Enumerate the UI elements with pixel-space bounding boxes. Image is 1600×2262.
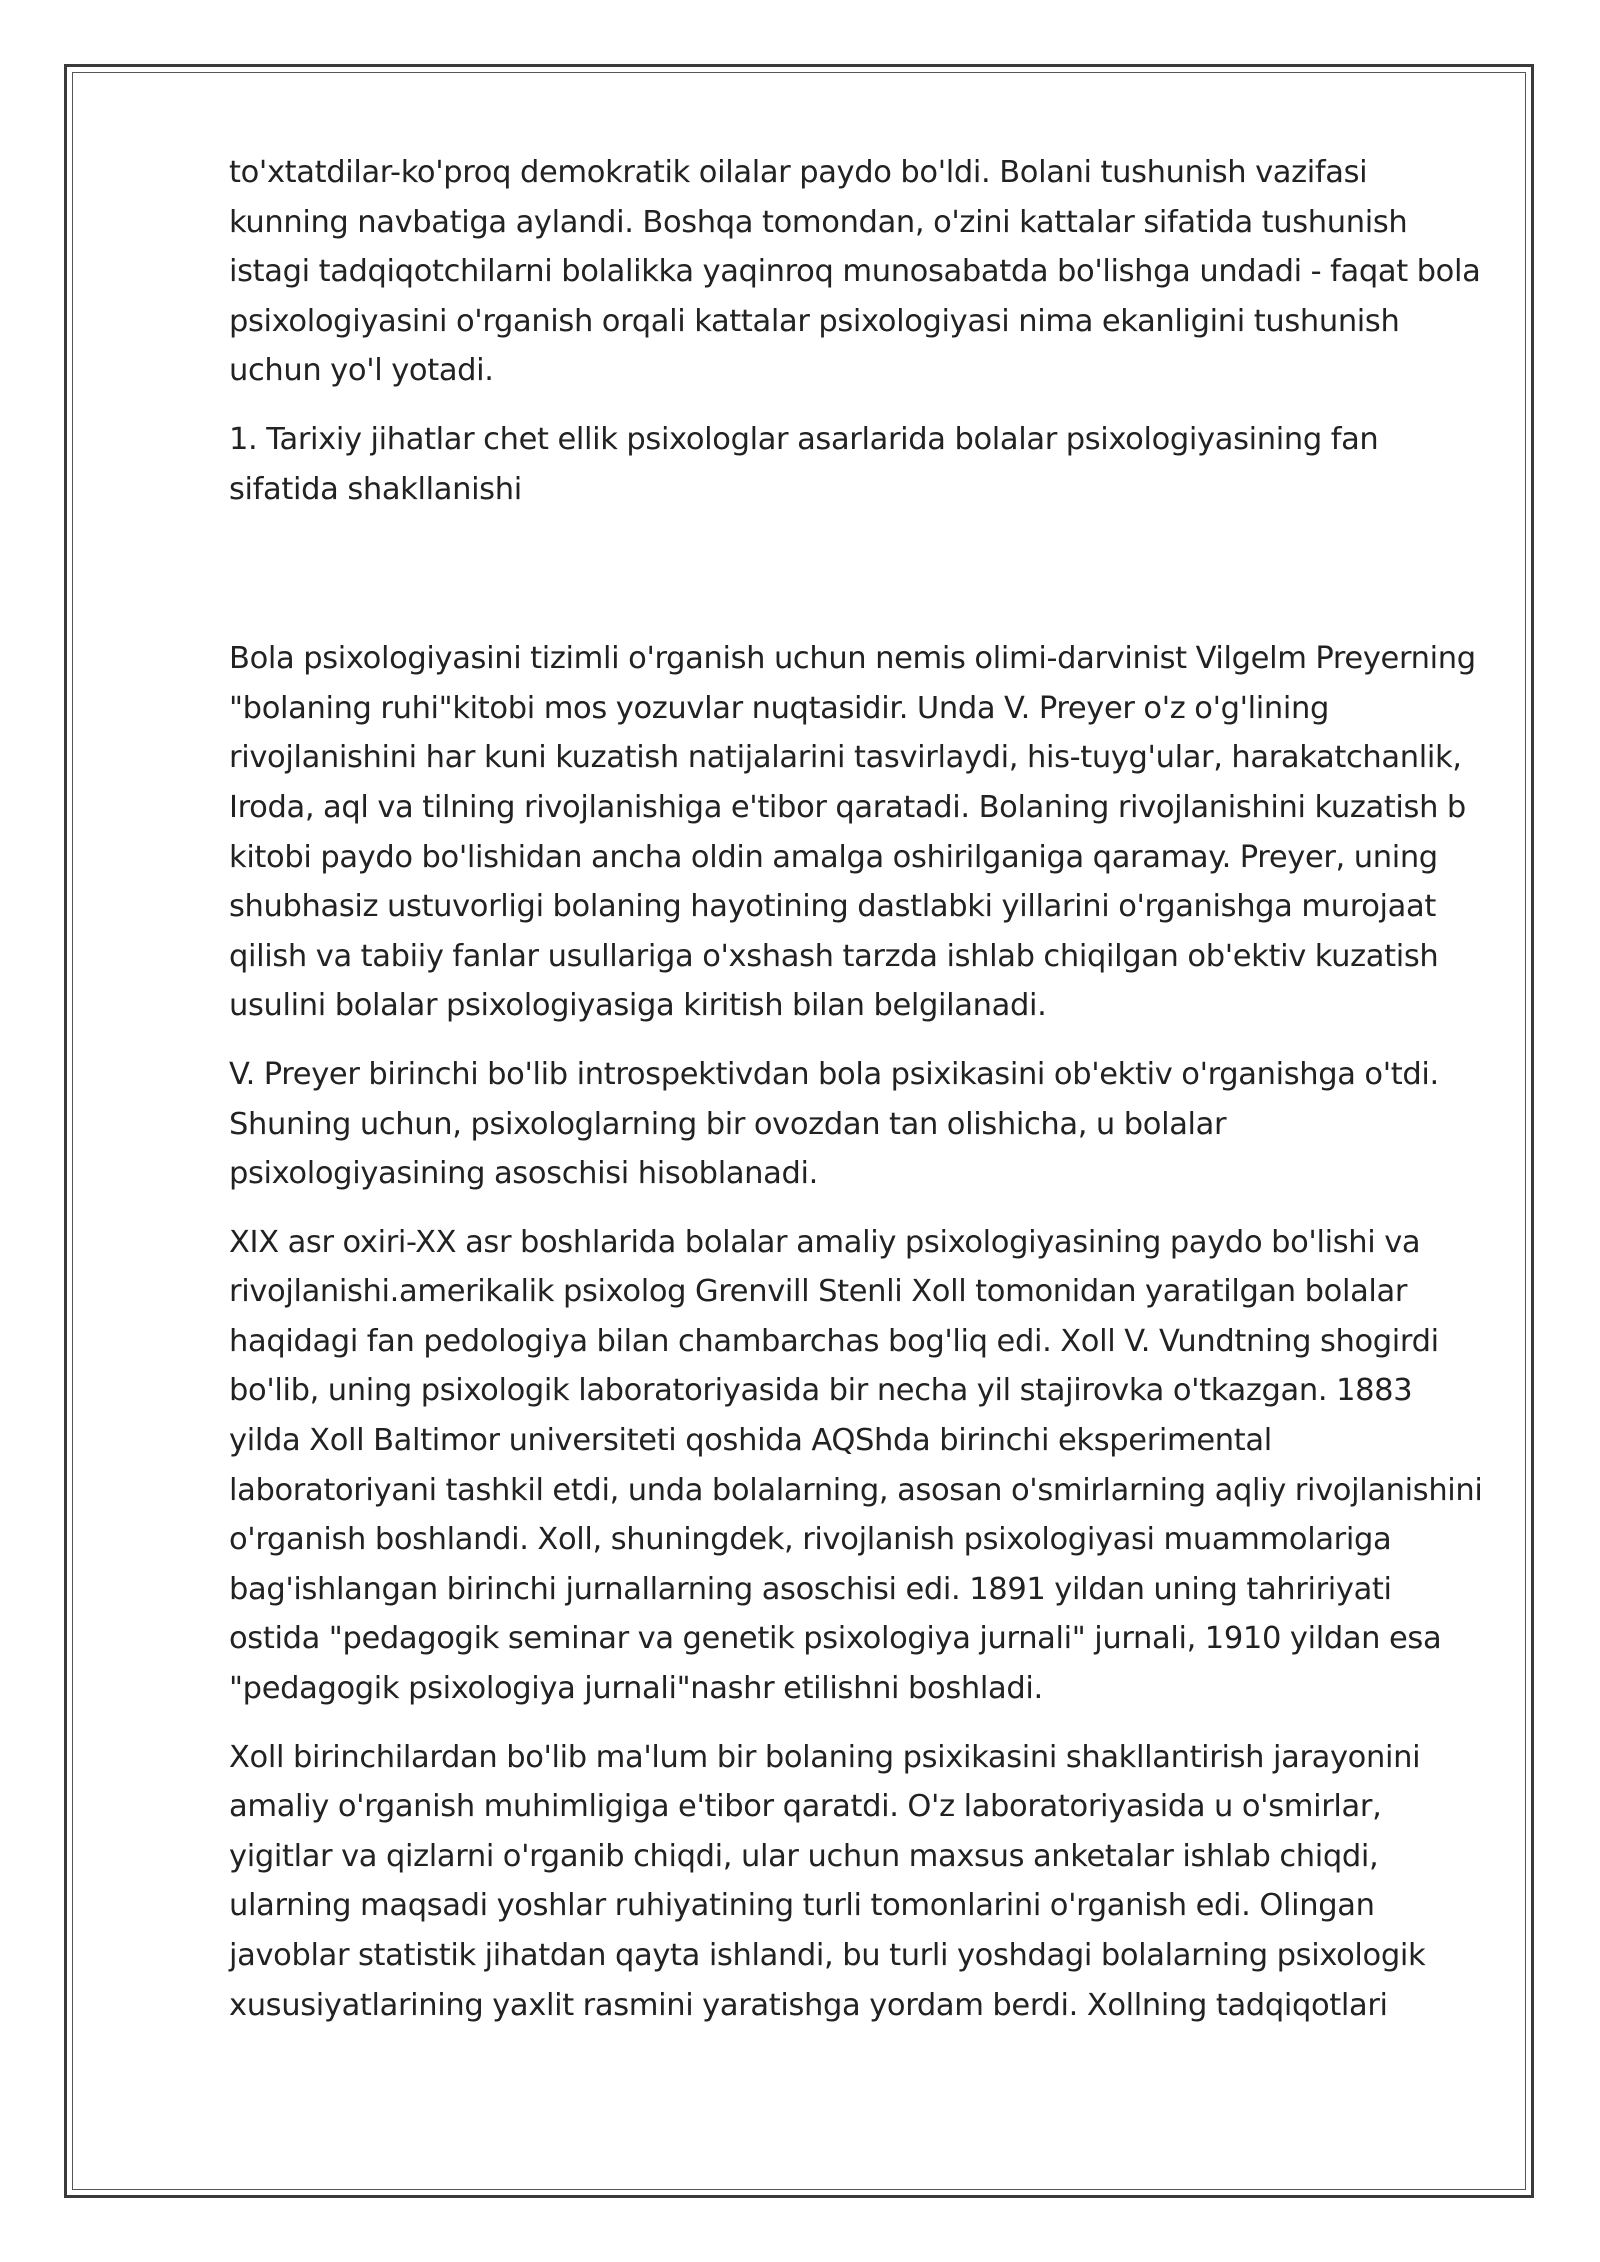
document-body <box>229 148 1484 2049</box>
paragraph-preyer-founder: V. Preyer birinchi bo'lib introspektivdan bola psixikasini ob'ektiv o'rganishga o'tdi. Shuning uchun, psixologlarning bir ovozdan tan olishicha, u bolalar psixologiyasining asoschisi hisoblanadi. <box>229 1056 1439 1192</box>
paragraph-hall: XIX asr oxiri-XX asr boshlarida bolalar amaliy psixologiyasining paydo bo'lishi va rivojlanishi.amerikalik psixolog Grenvill Stenli Xoll tomonidan yaratilgan bolalar haqidagi fan pedologiya bilan chambarchas bog'liq edi. Xoll V. Vundtning shogirdi bo'lib, uning psixologik laboratoriyasida bir necha yil stajirovka o'tkazgan. 1883 yilda Xoll Baltimor universiteti qoshida AQShda birinchi eksperimental laboratoriyani tashkil etdi, unda bolalarning, asosan o'smirlarning aqliy rivojlanishini o'rganish boshlandi. Xoll, shuningdek, rivojlanish psixologiyasi muammolariga bag'ishlangan birinchi jurnallarning asoschisi edi. 1891 yildan uning tahririyati ostida "pedagogik seminar va genetik psixologiya jurnali" jurnali, 1910 yildan esa "pedagogik psixologiya jurnali"nashr etilishni boshladi. <box>229 1224 1483 1707</box>
paragraph-intro: to'xtatdilar-ko'proq demokratik oilalar paydo bo'ldi. Bolani tushunish vazifasi kunning navbatiga aylandi. Boshqa tomondan, o'zini kattalar sifatida tushunish istagi tadqiqotchilarni bolalikka yaqinroq munosabatda bo'lishga undadi - faqat bola psixologiyasini o'rganish orqali kattalar psixologiyasi nima ekanligini tushunish uchun yo'l yotadi. <box>229 155 1481 389</box>
paragraph-preyer: Bola psixologiyasini tizimli o'rganish uchun nemis olimi-darvinist Vilgelm Preyerning "bolaning ruhi"kitobi mos yozuvlar nuqtasidir. Unda V. Preyer o'z o'g'lining rivojlanishini har kuni kuzatish natijalarini tasvirlaydi, his-tuyg'ular, harakatchanlik, Iroda, aql va tilning rivojlanishiga e'tibor qaratadi. Bolaning rivojlanishini kuzatish b kitobi paydo bo'lishidan ancha oldin amalga oshirilganiga qaramay. Preyer, uning shubhasiz ustuvorligi bolaning hayotining dastlabki yillarini o'rganishga murojaat qilish va tabiiy fanlar usullariga o'xshash tarzda ishlab chiqilgan ob'ektiv kuzatish usulini bolalar psixologiyasiga kiritish bilan belgilanadi. <box>229 641 1476 1024</box>
paragraph-hall-research: Xoll birinchilardan bo'lib ma'lum bir bolaning psixikasini shakllantirish jarayonini amaliy o'rganish muhimligiga e'tibor qaratdi. O'z laboratoriyasida u o'smirlar, yigitlar va qizlarni o'rganib chiqdi, ular uchun maxsus anketalar ishlab chiqdi, ularning maqsadi yoshlar ruhiyatining turli tomonlarini o'rganish edi. Olingan javoblar statistik jihatdan qayta ishlandi, bu turli yoshdagi bolalarning psixologik xususiyatlarining yaxlit rasmini yaratishga yordam berdi. Xollning tadqiqotlari <box>229 1739 1426 2023</box>
section-heading: 1. Tarixiy jihatlar chet ellik psixologlar asarlarida bolalar psixologiyasining fan sifatida shakllanishi <box>229 421 1379 507</box>
